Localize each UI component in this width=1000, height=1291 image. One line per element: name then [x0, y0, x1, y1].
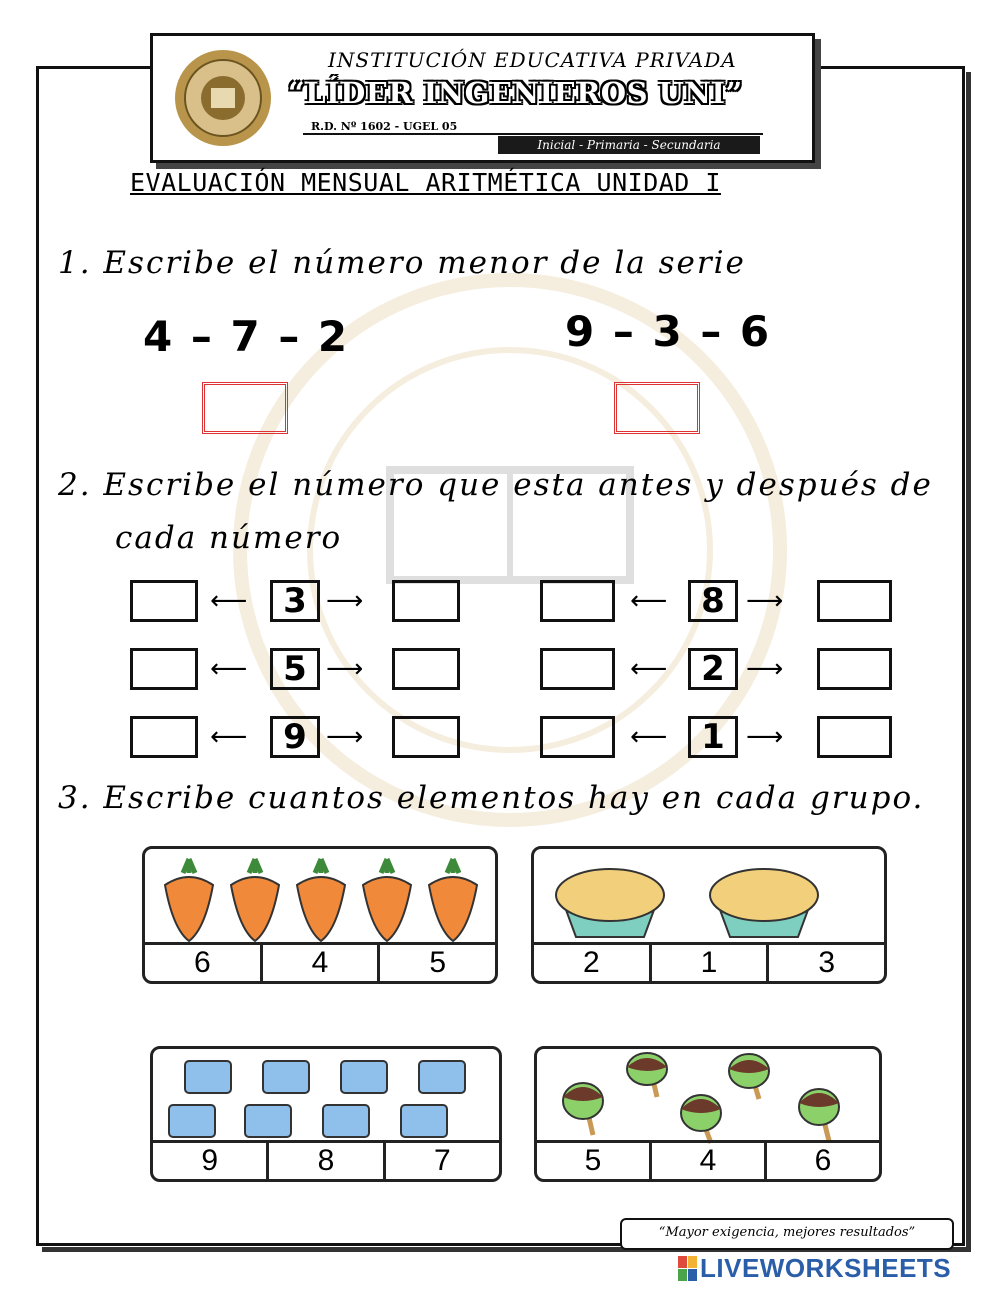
institution-type: INSTITUCIÓN EDUCATIVA PRIVADA	[328, 48, 737, 72]
sequence-row	[540, 648, 895, 693]
header-divider	[303, 133, 763, 135]
muffin-icon	[556, 869, 664, 937]
after-answer-box[interactable]	[817, 716, 892, 758]
milk-carton-icons	[153, 1049, 502, 1145]
answer-option[interactable]: 1	[649, 945, 767, 981]
sequence-row	[540, 716, 895, 761]
muffin-icons	[534, 849, 887, 947]
carrot-icon	[363, 859, 411, 941]
after-answer-box[interactable]	[817, 648, 892, 690]
milk-carton-icon	[263, 1061, 309, 1093]
given-number: 3	[270, 580, 320, 622]
ice-cream-bar-icon	[563, 1083, 603, 1135]
institution-name: “LÍDER INGENIEROS UNI”	[288, 76, 743, 110]
series-a: 4 – 7 – 2	[143, 312, 350, 361]
group-card-milk	[150, 1046, 502, 1182]
right-arrow-icon: ⟶	[746, 586, 784, 616]
answer-options	[537, 1140, 879, 1179]
answer-option[interactable]: 7	[383, 1143, 499, 1179]
liveworksheets-logo-icon	[678, 1256, 698, 1282]
answer-options	[534, 942, 884, 981]
question-3-text: 3. Escribe cuantos elementos hay en cada grupo.	[58, 780, 925, 816]
given-number: 9	[270, 716, 320, 758]
before-answer-box[interactable]	[540, 716, 615, 758]
sequence-row	[130, 716, 470, 761]
question-2-text-line2: cada número	[115, 520, 343, 556]
answer-box-series-b[interactable]	[614, 382, 700, 434]
given-number: 8	[688, 580, 738, 622]
milk-carton-icon	[245, 1105, 291, 1137]
answer-box-series-a[interactable]	[202, 382, 288, 434]
series-b: 9 – 3 – 6	[565, 307, 772, 356]
before-answer-box[interactable]	[130, 580, 198, 622]
school-seal-icon	[173, 48, 273, 148]
milk-carton-icon	[323, 1105, 369, 1137]
answer-option[interactable]: 6	[193, 946, 211, 979]
carrot-icon	[165, 859, 213, 941]
after-answer-box[interactable]	[392, 580, 460, 622]
answer-option[interactable]: 2	[582, 946, 600, 979]
left-arrow-icon: ⟵	[630, 722, 668, 752]
given-number: 5	[270, 648, 320, 690]
milk-carton-icon	[169, 1105, 215, 1137]
page-title: EVALUACIÓN MENSUAL ARITMÉTICA UNIDAD I	[130, 168, 721, 197]
right-arrow-icon: ⟶	[746, 654, 784, 684]
muffin-icon	[710, 869, 818, 937]
answer-options	[153, 1140, 499, 1179]
answer-option[interactable]: 6	[764, 1143, 879, 1179]
after-answer-box[interactable]	[392, 648, 460, 690]
before-answer-box[interactable]	[540, 580, 615, 622]
milk-carton-icon	[419, 1061, 465, 1093]
carrot-icon	[231, 859, 279, 941]
carrot-icon	[429, 859, 477, 941]
brand-name[interactable]: LIVEWORKSHEETS	[700, 1253, 952, 1283]
ice-cream-bar-icon	[729, 1054, 769, 1099]
group-card-muffins	[531, 846, 887, 984]
group-card-ice-cream	[534, 1046, 882, 1182]
question-1-text: 1. Escribe el número menor de la serie	[58, 245, 746, 281]
before-answer-box[interactable]	[130, 716, 198, 758]
ice-cream-bar-icon	[681, 1095, 721, 1143]
answer-option[interactable]: 9	[201, 1144, 218, 1177]
right-arrow-icon: ⟶	[326, 722, 364, 752]
answer-option[interactable]: 5	[377, 945, 495, 981]
school-motto: “Mayor exigencia, mejores resultados”	[620, 1218, 954, 1250]
ice-cream-bar-icon	[799, 1089, 839, 1141]
ice-cream-icons	[537, 1049, 882, 1145]
right-arrow-icon: ⟶	[326, 654, 364, 684]
right-arrow-icon: ⟶	[326, 586, 364, 616]
answer-option[interactable]: 4	[649, 1143, 764, 1179]
education-levels: Inicial - Primaria - Secundaria	[498, 136, 760, 154]
answer-option[interactable]: 4	[260, 945, 378, 981]
left-arrow-icon: ⟵	[210, 722, 248, 752]
left-arrow-icon: ⟵	[630, 654, 668, 684]
after-answer-box[interactable]	[392, 716, 460, 758]
before-answer-box[interactable]	[540, 648, 615, 690]
milk-carton-icon	[401, 1105, 447, 1137]
ice-cream-bar-icon	[627, 1053, 667, 1097]
left-arrow-icon: ⟵	[210, 654, 248, 684]
before-answer-box[interactable]	[130, 648, 198, 690]
right-arrow-icon: ⟶	[746, 722, 784, 752]
left-arrow-icon: ⟵	[630, 586, 668, 616]
carrot-icon	[297, 859, 345, 941]
after-answer-box[interactable]	[817, 580, 892, 622]
institution-header	[150, 33, 815, 163]
question-2-text: 2. Escribe el número que esta antes y después de	[58, 467, 933, 503]
answer-option[interactable]: 3	[766, 945, 884, 981]
answer-options	[145, 942, 495, 981]
carrot-icons	[145, 849, 498, 947]
given-number: 2	[688, 648, 738, 690]
given-number: 1	[688, 716, 738, 758]
sequence-row	[540, 580, 895, 625]
milk-carton-icon	[185, 1061, 231, 1093]
resolution-number: R.D. Nº 1602 - UGEL 05	[311, 120, 458, 133]
answer-option[interactable]: 5	[584, 1144, 602, 1177]
milk-carton-icon	[341, 1061, 387, 1093]
group-card-carrots	[142, 846, 498, 984]
answer-option[interactable]: 8	[266, 1143, 382, 1179]
sequence-row	[130, 580, 470, 625]
left-arrow-icon: ⟵	[210, 586, 248, 616]
sequence-row	[130, 648, 470, 693]
